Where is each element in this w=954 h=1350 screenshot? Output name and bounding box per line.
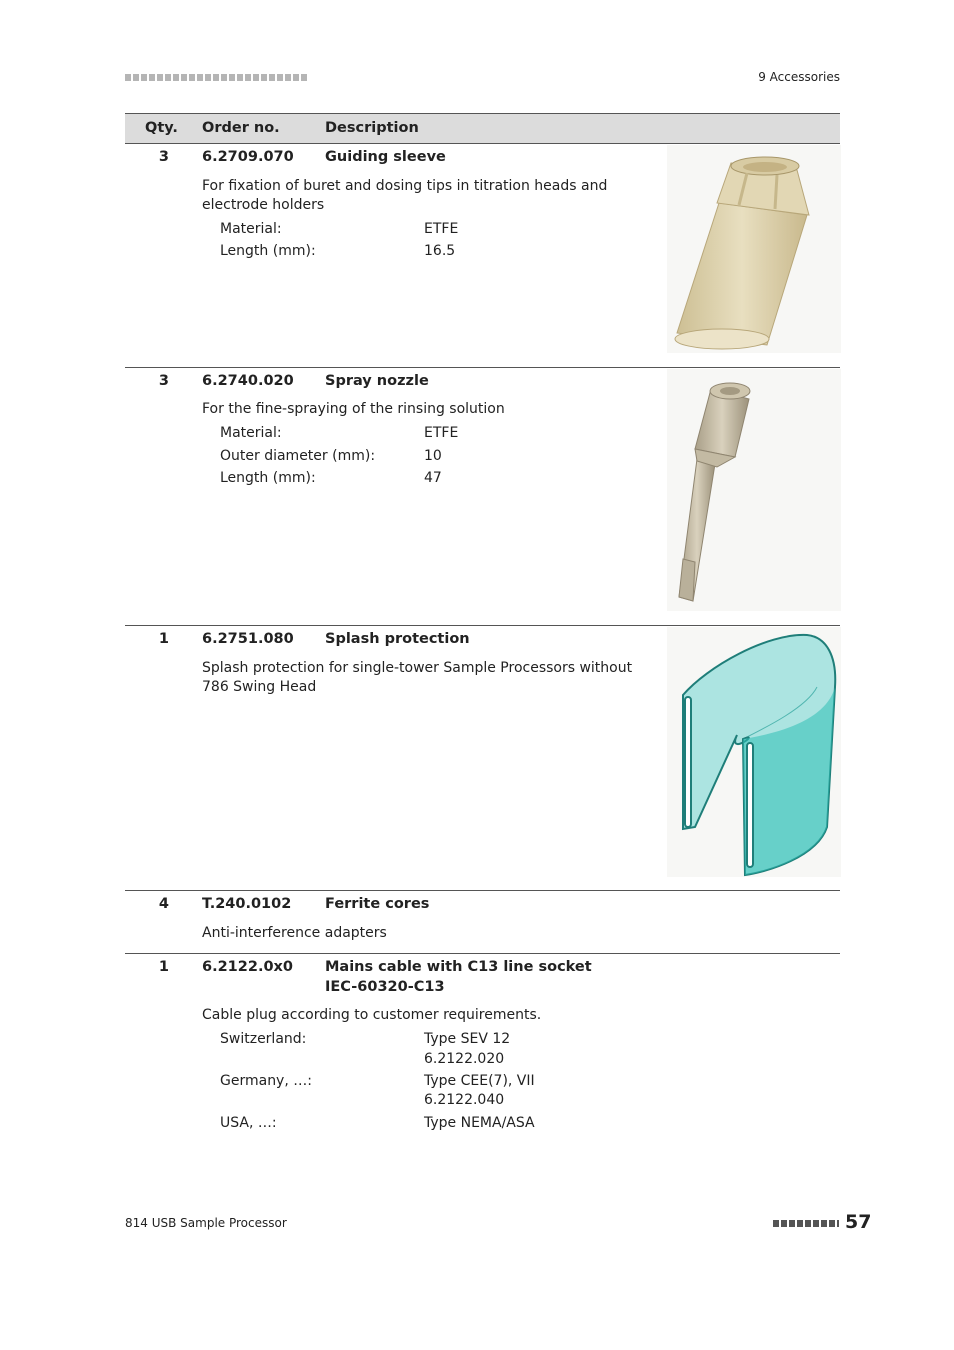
item-qty: 3 — [158, 149, 169, 165]
item-description: For the fine-spraying of the rinsing solution — [202, 401, 505, 417]
spec-label: Switzerland: — [220, 1031, 307, 1047]
column-header-order-no: Order no. — [202, 120, 280, 136]
column-header-description: Description — [325, 120, 419, 136]
column-header-qty: Qty. — [145, 120, 178, 136]
item-title-line2: IEC-60320-C13 — [325, 979, 445, 995]
guiding-sleeve-image — [667, 145, 841, 353]
item-qty: 4 — [158, 896, 169, 912]
spec-label: Material: — [220, 425, 282, 441]
spec-label: Length (mm): — [220, 470, 316, 486]
footer-decoration-bar — [773, 1220, 839, 1227]
item-title: Guiding sleeve — [325, 149, 446, 165]
spec-value-order-no: 6.2122.020 — [424, 1051, 505, 1067]
spec-value: 10 — [424, 448, 442, 464]
spec-label: Material: — [220, 221, 282, 237]
row-separator — [125, 625, 840, 626]
spec-value: ETFE — [424, 221, 459, 237]
item-qty: 1 — [158, 959, 169, 975]
item-title: Spray nozzle — [325, 373, 429, 389]
item-order-no: 6.2740.020 — [202, 373, 294, 389]
item-title: Splash protection — [325, 631, 470, 647]
item-order-no: 6.2751.080 — [202, 631, 294, 647]
row-separator — [125, 890, 840, 891]
item-order-no: 6.2709.070 — [202, 149, 294, 165]
row-separator — [125, 367, 840, 368]
spec-label: USA, …: — [220, 1115, 277, 1131]
spec-label: Germany, …: — [220, 1073, 312, 1089]
spec-value: ETFE — [424, 425, 459, 441]
footer-document-title: 814 USB Sample Processor — [125, 1216, 287, 1230]
chapter-title: 9 Accessories — [758, 70, 840, 84]
item-title: Mains cable with C13 line socket — [325, 959, 592, 975]
item-description: For fixation of buret and dosing tips in titration heads and electrode holders — [202, 178, 608, 213]
splash-protection-image — [667, 627, 841, 877]
item-qty: 1 — [158, 631, 169, 647]
item-order-no: T.240.0102 — [202, 896, 292, 912]
spec-value: Type SEV 12 — [424, 1031, 511, 1047]
spec-value: 47 — [424, 470, 442, 486]
spec-value: 16.5 — [424, 243, 456, 259]
spray-nozzle-image — [667, 369, 841, 611]
item-description: Cable plug according to customer requirements. — [202, 1007, 542, 1023]
spec-label: Length (mm): — [220, 243, 316, 259]
spec-label: Outer diameter (mm): — [220, 448, 376, 464]
spec-value: Type CEE(7), VII — [424, 1073, 535, 1089]
item-description: Splash protection for single-tower Sample Processors without 786 Swing Head — [202, 660, 633, 695]
page-header — [125, 70, 840, 88]
row-separator — [125, 953, 840, 954]
header-decoration-bar — [125, 74, 307, 81]
page-number: 57 — [845, 1211, 872, 1233]
spec-value-order-no: 6.2122.040 — [424, 1092, 505, 1108]
item-description: Anti-interference adapters — [202, 925, 387, 941]
item-title: Ferrite cores — [325, 896, 430, 912]
item-order-no: 6.2122.0x0 — [202, 959, 293, 975]
table-header — [125, 113, 840, 144]
item-qty: 3 — [158, 373, 169, 389]
spec-value: Type NEMA/ASA — [424, 1115, 535, 1131]
